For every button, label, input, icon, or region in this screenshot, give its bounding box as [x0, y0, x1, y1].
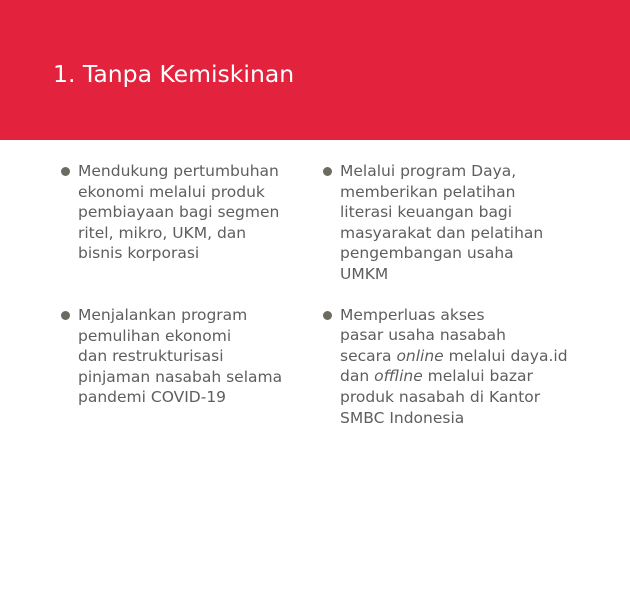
bullet-dot-icon [61, 167, 70, 176]
list-item-line: pinjaman nasabah selama [78, 367, 283, 386]
list-item-line: ritel, mikro, UKM, dan [78, 223, 247, 242]
page-title: 1. Tanpa Kemiskinan [53, 60, 295, 88]
list-item-line: Melalui program Daya, [340, 162, 517, 180]
header-banner [0, 0, 630, 140]
list-item-line: bisnis korporasi [78, 244, 200, 263]
list-item-line: Menjalankan program [78, 305, 248, 324]
list-item-line: Mendukung pertumbuhan [78, 162, 279, 180]
list-item-line: masyarakat dan pelatihan [340, 223, 544, 242]
list-item-line: SMBC Indonesia [340, 408, 465, 427]
emphasis-offline: offline [374, 367, 423, 386]
text-segment: melalui daya.id [443, 346, 568, 365]
list-item-line: pengembangan usaha [340, 244, 514, 263]
text-segment: melalui bazar [422, 367, 533, 386]
right-column [323, 161, 583, 428]
list-item [61, 161, 321, 264]
list-item-line [340, 366, 583, 387]
list-item-line: pasar usaha nasabah [340, 326, 506, 345]
list-item [61, 305, 321, 408]
list-item-line: pemulihan ekonomi [78, 326, 232, 345]
list-item-line: Memperluas akses [340, 305, 485, 324]
list-item-line: dan restrukturisasi [78, 347, 224, 366]
list-item-line: pandemi COVID-19 [78, 388, 227, 407]
left-column [61, 161, 321, 408]
list-item-line [340, 346, 583, 367]
list-item-line: literasi keuangan bagi [340, 203, 513, 222]
list-item-line: memberikan pelatihan [340, 182, 516, 201]
bullet-dot-icon [61, 311, 70, 320]
list-item [323, 161, 583, 285]
text-segment: secara [340, 346, 397, 365]
bullet-dot-icon [323, 167, 332, 176]
list-item-line: UMKM [340, 264, 389, 283]
bullet-dot-icon [323, 311, 332, 320]
list-item-line: ekonomi melalui produk [78, 182, 265, 201]
emphasis-online: online [396, 346, 444, 365]
list-item [323, 305, 583, 429]
text-segment: dan [340, 367, 375, 386]
list-item-line: pembiayaan bagi segmen [78, 203, 280, 222]
list-item-line: produk nasabah di Kantor [340, 387, 541, 406]
